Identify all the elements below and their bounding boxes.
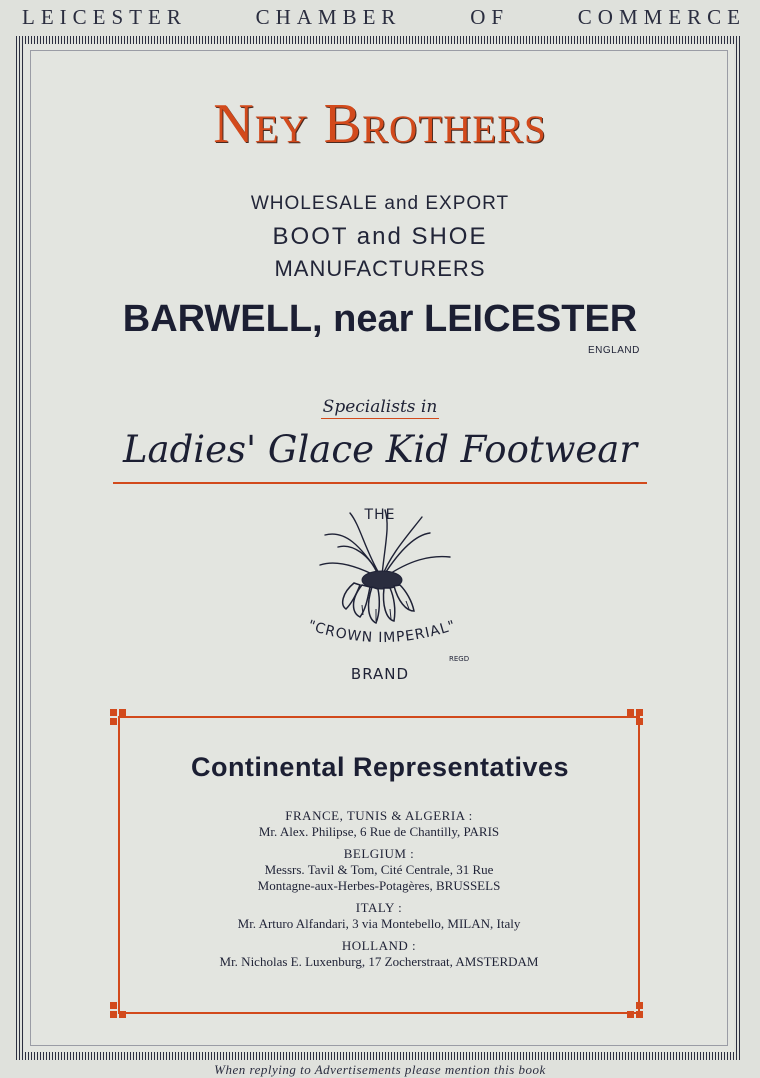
page-header xyxy=(0,2,760,32)
brand-word: BRAND xyxy=(350,665,410,683)
tagline-line: WHOLESALE and EXPORT xyxy=(250,193,510,214)
representative-region: HOLLAND : xyxy=(341,938,417,953)
brand-name: "CROWN IMPERIAL" xyxy=(305,617,459,647)
representative-entry xyxy=(118,807,640,840)
brand-registered-mark: REGD xyxy=(449,655,470,663)
product-line: Ladies' Glace Kid Footwear xyxy=(122,428,638,471)
representative-region: FRANCE, TUNIS & ALGERIA : xyxy=(285,808,473,823)
representative-entry xyxy=(118,845,640,894)
header-word: COMMERCE xyxy=(577,5,746,29)
representative-detail xyxy=(118,824,640,840)
company-name: Ney Brothers xyxy=(213,93,547,155)
representative-line: Montagne-aux-Herbes-Potagères, BRUSSELS xyxy=(257,878,501,893)
header-word: LEICESTER xyxy=(22,5,187,29)
brand-the: THE xyxy=(364,507,396,523)
representative-line: Messrs. Tavil & Tom, Cité Centrale, 31 Rue xyxy=(264,862,494,877)
box-corner-ornament xyxy=(110,1002,126,1018)
tagline-line: MANUFACTURERS xyxy=(274,256,486,281)
specialists-text: Specialists in xyxy=(322,397,438,417)
box-corner-ornament xyxy=(627,1002,643,1018)
representative-detail xyxy=(118,954,640,970)
box-corner-ornament xyxy=(627,709,643,725)
specialists-label xyxy=(0,397,760,417)
box-corner-ornament xyxy=(110,709,126,725)
header-word: OF xyxy=(470,5,510,29)
footer-note: When replying to Advertisements please mention this book xyxy=(214,1062,546,1077)
representatives-title: Continental Representatives xyxy=(190,752,570,782)
representative-line: Mr. Nicholas E. Luxenburg, 17 Zocherstraat, AMSTERDAM xyxy=(219,954,539,969)
representative-entry xyxy=(118,899,640,932)
representative-line: Mr. Alex. Philipse, 6 Rue de Chantilly, PARIS xyxy=(258,824,500,839)
representative-detail xyxy=(118,916,640,932)
company-country: ENGLAND xyxy=(588,345,640,356)
representative-detail xyxy=(118,862,640,894)
representative-line: Mr. Arturo Alfandari, 3 via Montebello, MILAN, Italy xyxy=(237,916,521,931)
representative-entry xyxy=(118,937,640,970)
header-word: CHAMBER xyxy=(255,5,402,29)
tagline-line: BOOT and SHOE xyxy=(272,223,488,250)
representatives-list xyxy=(118,802,640,970)
product-underline xyxy=(113,482,647,484)
company-location: BARWELL, near LEICESTER xyxy=(122,298,638,340)
representative-region: ITALY : xyxy=(355,900,403,915)
representative-region: BELGIUM : xyxy=(343,846,415,861)
svg-text:"CROWN IMPERIAL" xyxy=(306,617,459,646)
